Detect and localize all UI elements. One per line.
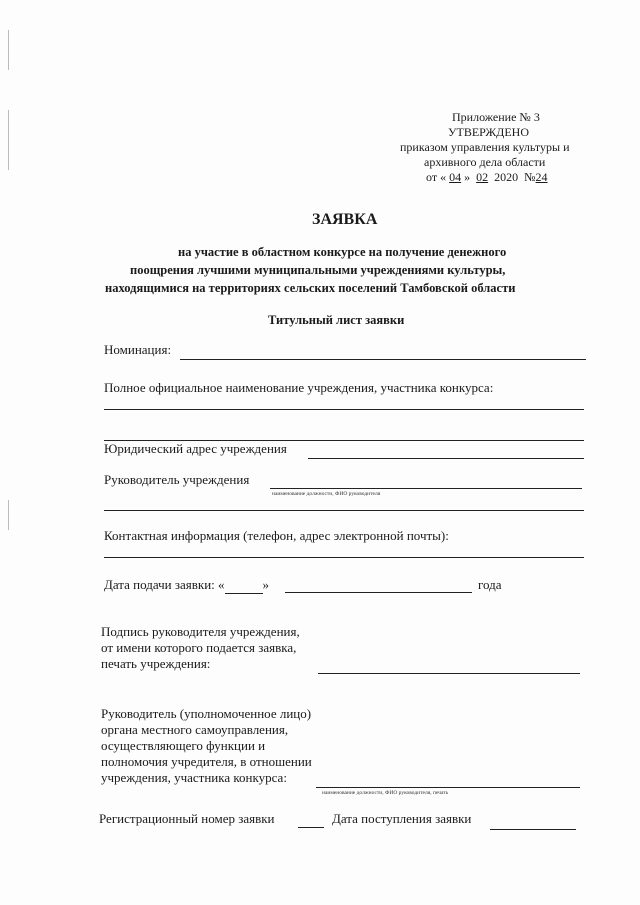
scan-mark (8, 110, 9, 170)
submit-month-year-input-line[interactable] (285, 592, 472, 593)
nomination-label: Номинация: (104, 342, 172, 357)
nomination-input-line[interactable] (180, 359, 586, 360)
authority-input-line[interactable] (316, 787, 580, 788)
authority-line-4: полномочия учредителя, в отношении (101, 754, 312, 769)
document-title: ЗАЯВКА (312, 211, 378, 228)
head-input-line-2[interactable] (104, 510, 584, 511)
reg-number-label: Регистрационный номер заявки (99, 811, 275, 826)
legal-address-input-line[interactable] (308, 458, 584, 459)
signature-input-line[interactable] (318, 673, 580, 674)
order-date: от « 04 » 02 2020 №24 (426, 170, 548, 184)
order-line-1: приказом управления культуры и (400, 140, 570, 154)
order-day: 04 (449, 170, 462, 184)
scan-mark (8, 30, 9, 70)
appendix-label: Приложение № 3 (452, 110, 540, 124)
submit-day-input[interactable] (225, 577, 263, 594)
order-month: 02 (476, 170, 489, 184)
signature-line-3: печать учреждения: (101, 656, 211, 671)
authority-line-5: учреждения, участника конкурса: (101, 770, 287, 785)
signature-line-2: от имени которого подается заявка, (101, 640, 297, 655)
authority-line-3: осуществляющего функции и (101, 738, 266, 753)
subtitle-line-2: поощрения лучшими муниципальными учреждениями культуры, (130, 263, 506, 277)
section-title: Титульный лист заявки (268, 313, 405, 327)
full-name-label: Полное официальное наименование учреждения, участника конкурса: (104, 380, 494, 395)
order-year: 2020 (494, 170, 519, 184)
order-number: 24 (535, 170, 548, 184)
legal-address-label: Юридический адрес учреждения (104, 441, 287, 456)
receipt-date-input-line[interactable] (490, 829, 576, 830)
head-hint: наименование должности, ФИО руководителя (272, 491, 381, 497)
submit-date-label: Дата подачи заявки: « » (104, 577, 270, 592)
authority-hint: наименование должности, ФИО руководителя, печать (322, 790, 449, 796)
submit-date-suffix: года (478, 577, 502, 592)
head-input-line[interactable] (270, 488, 582, 489)
full-name-input-line-1[interactable] (104, 409, 584, 410)
subtitle-line-3: находящимися на территориях сельских поселений Тамбовской области (105, 281, 516, 295)
approved-label: УТВЕРЖДЕНО (448, 125, 530, 139)
contacts-input-line[interactable] (104, 557, 584, 558)
subtitle-line-1: на участие в областном конкурсе на получение денежного (178, 245, 507, 259)
signature-line-1: Подпись руководителя учреждения, (101, 624, 300, 639)
authority-line-2: органа местного самоуправления, (101, 722, 289, 737)
authority-line-1: Руководитель (уполномоченное лицо) (101, 706, 312, 721)
head-label: Руководитель учреждения (104, 472, 250, 487)
order-line-2: архивного дела области (424, 155, 546, 169)
receipt-date-label: Дата поступления заявки (332, 811, 472, 826)
reg-number-input-line[interactable] (298, 827, 324, 828)
contacts-label: Контактная информация (телефон, адрес электронной почты): (104, 528, 449, 543)
scan-mark (8, 500, 9, 530)
